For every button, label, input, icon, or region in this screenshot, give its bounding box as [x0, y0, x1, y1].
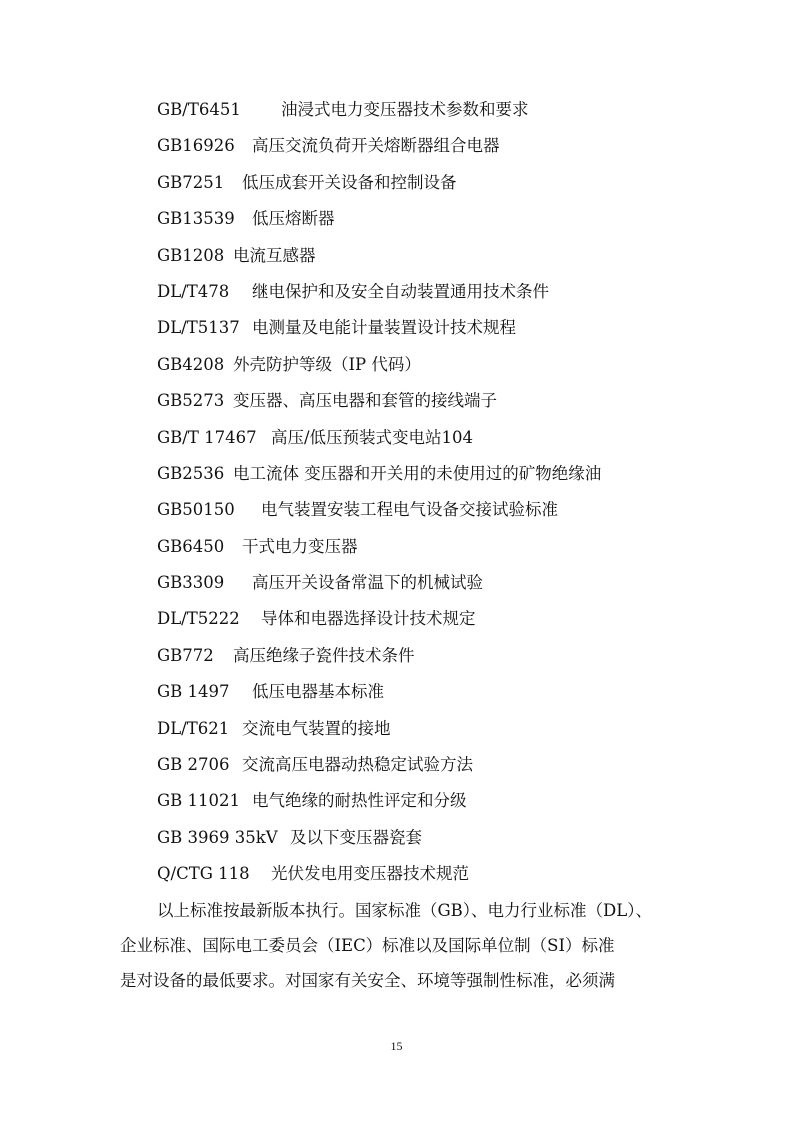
list-item	[157, 420, 601, 456]
standard-code: GB16926	[157, 136, 235, 156]
standard-title: 电测量及电能计量装置设计技术规程	[252, 318, 516, 338]
list-item	[157, 201, 601, 237]
standard-code: DL/T5137	[157, 318, 240, 338]
standard-title: 电工流体 变压器和开关用的未使用过的矿物绝缘油	[233, 463, 602, 483]
standards-list	[157, 92, 601, 893]
list-item	[157, 383, 601, 419]
list-item	[157, 711, 601, 747]
standard-code: Q/CTG 118	[157, 864, 250, 884]
list-item	[157, 165, 601, 201]
page-number: 15	[390, 1039, 403, 1053]
list-item	[157, 238, 601, 274]
standard-title: 继电保护和及安全自动装置通用技术条件	[252, 281, 549, 301]
standard-code: GB50150	[157, 500, 235, 520]
paragraph-line: 是对设备的最低要求。对国家有关安全、环境等强制性标准，必须满	[120, 971, 615, 990]
paragraph-line: 企业标准、国际电工委员会（IEC）标准以及国际单位制（SI）标准	[120, 936, 615, 955]
standard-code: GB 11021	[157, 791, 241, 811]
list-item	[157, 674, 601, 710]
standard-title: 高压/低压预装式变电站104	[271, 427, 474, 447]
standard-title: 电流互感器	[233, 245, 316, 265]
standard-code: GB5273	[157, 391, 225, 411]
list-item	[157, 601, 601, 637]
standard-title: 干式电力变压器	[242, 536, 358, 556]
standard-title: 低压熔断器	[252, 209, 335, 229]
standard-code: GB/T 17467	[157, 427, 257, 447]
list-item	[157, 456, 601, 492]
standard-code: GB772	[157, 645, 214, 665]
standard-title: 高压绝缘子瓷件技术条件	[233, 645, 415, 665]
standard-code: GB7251	[157, 172, 225, 192]
standard-title: 高压交流负荷开关熔断器组合电器	[252, 136, 500, 156]
standard-title: 油浸式电力变压器技术参数和要求	[281, 100, 529, 119]
standard-code: GB 1497	[157, 682, 230, 702]
list-item	[157, 128, 601, 164]
list-item	[157, 347, 601, 383]
standard-code: DL/T5222	[157, 609, 240, 629]
standard-code: DL/T478	[157, 281, 230, 301]
standard-title: 交流电气装置的接地	[242, 718, 391, 738]
list-item	[157, 274, 601, 310]
standard-code: GB 2706	[157, 755, 230, 775]
list-item	[157, 565, 601, 601]
list-item	[157, 856, 601, 892]
standard-code: GB4208	[157, 354, 225, 374]
list-item	[157, 820, 601, 856]
list-item	[157, 638, 601, 674]
list-item	[157, 92, 601, 128]
paragraph-line: 以上标准按最新版本执行。国家标准（GB）、电力行业标准（DL）、	[157, 901, 652, 920]
standard-title: 电气绝缘的耐热性评定和分级	[252, 791, 467, 811]
list-item	[157, 747, 601, 783]
standard-code: DL/T621	[157, 718, 230, 738]
standard-title: 交流高压电器动热稳定试验方法	[242, 755, 473, 775]
list-item	[157, 783, 601, 819]
standard-title: 高压开关设备常温下的机械试验	[252, 573, 483, 593]
standard-title: 低压成套开关设备和控制设备	[242, 172, 457, 192]
standard-title: 导体和电器选择设计技术规定	[261, 609, 476, 629]
body-paragraph	[120, 893, 680, 998]
standard-code: GB2536	[157, 463, 225, 483]
standard-code: GB/T6451	[157, 100, 241, 119]
standard-title: 电气装置安装工程电气设备交接试验标准	[261, 500, 558, 520]
standard-code: GB 3969 35kV	[157, 827, 278, 847]
list-item	[157, 310, 601, 346]
standard-code: GB1208	[157, 245, 225, 265]
standard-title: 外壳防护等级（IP 代码）	[233, 354, 421, 374]
standard-code: GB3309	[157, 573, 225, 593]
list-item	[157, 492, 601, 528]
standard-code: GB13539	[157, 209, 235, 229]
list-item	[157, 529, 601, 565]
standard-title: 光伏发电用变压器技术规范	[271, 864, 469, 884]
standard-code: GB6450	[157, 536, 225, 556]
standard-title: 及以下变压器瓷套	[290, 827, 422, 847]
standard-title: 低压电器基本标准	[252, 682, 384, 702]
standard-title: 变压器、高压电器和套管的接线端子	[233, 391, 497, 411]
